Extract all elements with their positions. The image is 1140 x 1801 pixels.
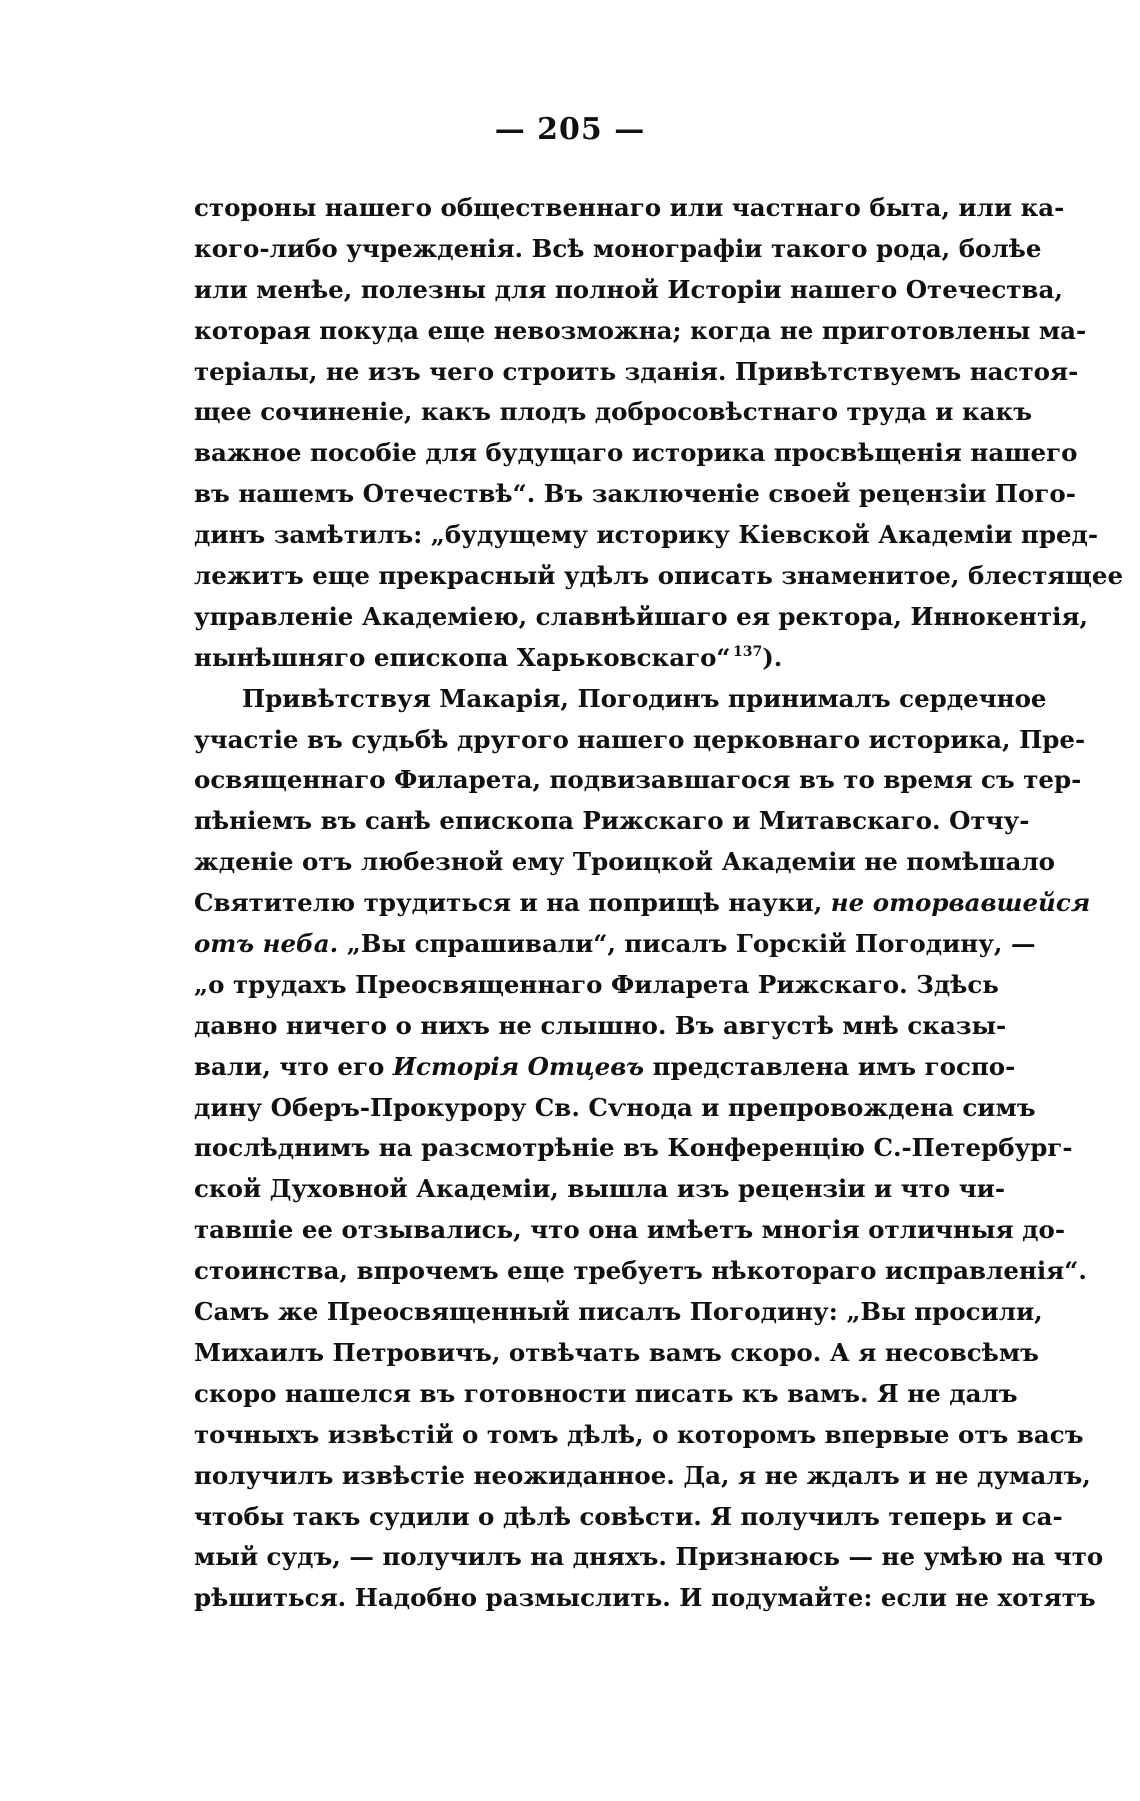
text-line: которая покуда еще невозможна; когда не приготовлены ма- — [194, 315, 1087, 345]
text-line-tail: ). — [762, 642, 783, 672]
text-line: получилъ извѣстіе неожиданное. Да, я не ждалъ и не думалъ, — [194, 1460, 1091, 1490]
text-line-paragraph-start: Привѣтствуя Макарія, Погодинъ принималъ сердечное — [242, 683, 1047, 713]
page-number: — 205 — — [494, 112, 646, 147]
text-line: скоро нашелся въ готовности писать къ вамъ. Я не далъ — [194, 1378, 1018, 1408]
text-line: Самъ же Преосвященный писалъ Погодину: „Вы просили, — [194, 1297, 1043, 1327]
text-line: рѣшиться. Надобно размыслить. И подумайте: если не хотятъ — [194, 1583, 1096, 1613]
text-line: стороны нашего общественнаго или частнаго быта, или ка- — [194, 193, 1065, 222]
text-line: щее сочиненіе, какъ плодъ добросовѣстнаго труда и какъ — [194, 397, 1033, 427]
text-line: динъ замѣтилъ: „будущему историку Кіевской Академіи пред- — [194, 520, 1099, 550]
text-line-with-italic — [194, 1047, 1016, 1088]
text-line: стоинства, впрочемъ еще требуетъ нѣкотораго исправленія“. — [194, 1256, 1087, 1286]
text-line: жденіе отъ любезной ему Троицкой Академіи не помѣшало — [194, 847, 1055, 877]
text-line-tail: представлена имъ госпо- — [652, 1051, 1016, 1081]
text-line: въ нашемъ Отечествѣ“. Въ заключеніе своей рецензіи Пого- — [194, 479, 1076, 509]
text-line: дину Оберъ-Прокурору Св. Сѵнода и препровождена симъ — [194, 1092, 1036, 1122]
text-line-tail: „Вы спрашивали“, писалъ Горскій Погодину, — — [346, 929, 1036, 959]
text-line: теріалы, не изъ чего строить зданія. Привѣтствуемъ настоя- — [194, 356, 1079, 386]
footnote-reference: 137 — [732, 643, 763, 660]
italic-book-title: Исторія Отцевъ — [392, 1051, 645, 1081]
text-line-paragraph-end — [194, 638, 974, 679]
text-line: пѣніемъ въ санѣ епископа Рижскаго и Митавскаго. Отчу- — [194, 806, 1030, 836]
text-line-content: нынѣшняго епископа Харьковскаго“ — [194, 642, 731, 672]
text-line: или менѣе, полезны для полной Исторіи нашего Отечества, — [194, 274, 1063, 304]
italic-quote: отъ неба. — [194, 929, 339, 959]
text-line: кого-либо учрежденія. Всѣ монографіи такого рода, болѣе — [194, 233, 1042, 263]
text-line: тавшіе ее отзывались, что она имѣетъ многія отличныя до- — [194, 1215, 1066, 1245]
text-line: освященнаго Филарета, подвизавшагося въ то время съ тер- — [194, 765, 1082, 795]
text-line-with-italic — [194, 883, 1091, 924]
text-line: важное пособіе для будущаго историка просвѣщенія нашего — [194, 438, 1078, 468]
body-text — [194, 188, 1124, 1619]
text-line: мый судъ, — получилъ на дняхъ. Признаюсь — не умѣю на что — [194, 1542, 1104, 1572]
text-line-content: Святителю трудиться и на поприщѣ науки, — [194, 888, 823, 918]
text-line: „о трудахъ Преосвященнаго Филарета Рижскаго. Здѣсь — [194, 969, 999, 999]
text-line: участіе въ судьбѣ другого нашего церковнаго историка, Пре- — [194, 724, 1086, 754]
text-line: ской Духовной Академіи, вышла изъ рецензіи и что чи- — [194, 1174, 1005, 1204]
text-line: Михаилъ Петровичъ, отвѣчать вамъ скоро. А я несовсѣмъ — [194, 1337, 1039, 1367]
text-line: чтобы такъ судили о дѣлѣ совѣсти. Я получилъ теперь и са- — [194, 1501, 1063, 1531]
text-line: давно ничего о нихъ не слышно. Въ августѣ мнѣ сказы- — [194, 1010, 1007, 1040]
text-line-with-italic — [194, 924, 1036, 965]
text-line: послѣднимъ на разсмотрѣніе въ Конференцію С.-Петербург- — [194, 1133, 1073, 1163]
text-line: лежитъ еще прекрасный удѣлъ описать знаменитое, блестящее — [194, 561, 1124, 591]
italic-quote: не оторвавшейся — [830, 888, 1091, 918]
text-line-content: вали, что его — [194, 1051, 385, 1081]
text-line: точныхъ извѣстій о томъ дѣлѣ, о которомъ впервые отъ васъ — [194, 1419, 1084, 1449]
text-line: управленіе Академіею, славнѣйшаго ея ректора, Иннокентія, — [194, 601, 1089, 631]
